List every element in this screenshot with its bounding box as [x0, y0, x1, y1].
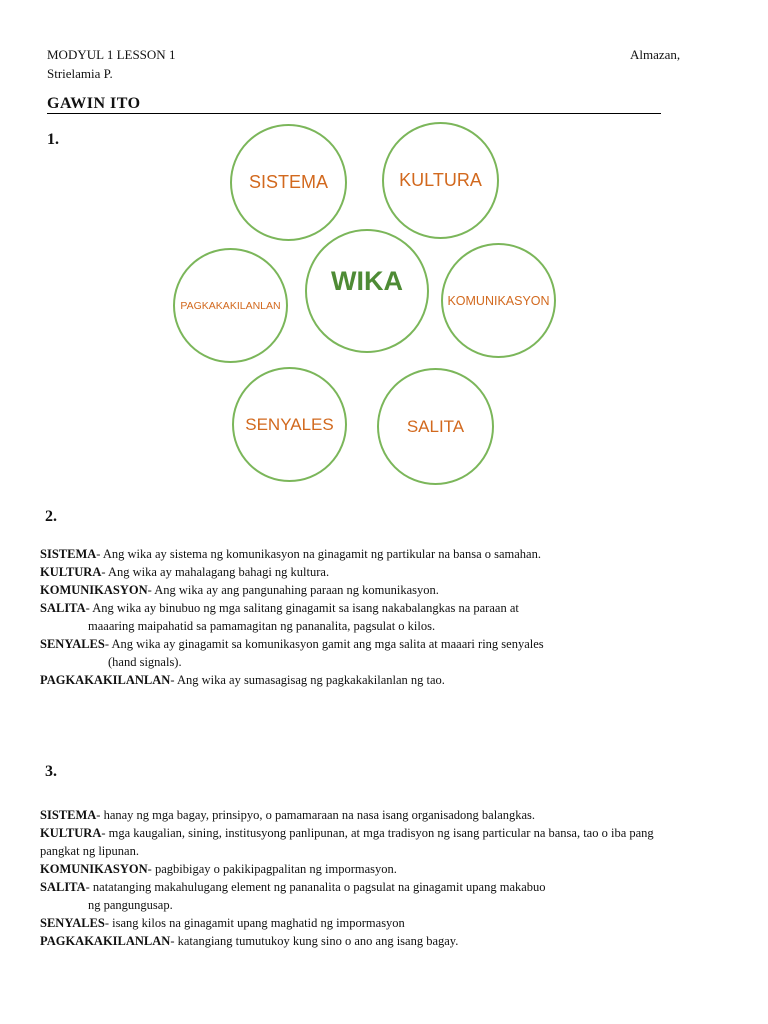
label-senyales: SENYALES — [245, 414, 334, 434]
section-3-definitions — [40, 806, 654, 950]
definition: - isang kilos na ginagamit upang maghatid ng impormasyon — [104, 916, 405, 930]
activity-title: GAWIN ITO — [47, 95, 141, 112]
author-firstname: Strielamia P. — [47, 66, 113, 81]
circle-pagkakakilanlan — [173, 248, 288, 363]
circle-komunikasyon — [441, 243, 556, 358]
label-wika: WIKA — [331, 265, 403, 296]
definition: - pagbibigay o pakikipagpalitan ng impormasyon. — [147, 862, 397, 876]
definition-row — [40, 581, 544, 599]
term: KOMUNIKASYON — [40, 583, 148, 597]
term: KOMUNIKASYON — [40, 862, 148, 876]
definition-row — [40, 914, 654, 932]
definition: - Ang wika ay binubuo ng mga salitang ginagamit sa isang nakabalangkas na paraan at — [85, 601, 519, 615]
definition-continuation: ng pangungusap. — [88, 898, 173, 912]
definition-row — [40, 599, 544, 617]
definition-continuation: (hand signals). — [108, 655, 182, 669]
definition: - Ang wika ay sistema ng komunikasyon na ginagamit ng partikular na bansa o samahan. — [96, 547, 541, 561]
item-number-2: 2. — [45, 508, 57, 525]
definition-row — [40, 860, 654, 878]
definition: - mga kaugalian, sining, institusyong panlipunan, at mga tradisyon ng isang particular na bansa, tao o iba pang — [101, 826, 654, 840]
item-number-1: 1. — [47, 131, 59, 148]
term: SENYALES — [40, 916, 105, 930]
section-2-definitions — [40, 545, 544, 689]
label-salita: SALITA — [406, 416, 465, 436]
definition-row — [40, 635, 544, 653]
term: SALITA — [40, 601, 86, 615]
module-label: MODYUL 1 LESSON 1 — [47, 47, 176, 62]
term: KULTURA — [40, 826, 102, 840]
author-surname: Almazan, — [630, 47, 681, 62]
definition: - Ang wika ay ang pangunahing paraan ng komunikasyon. — [147, 583, 439, 597]
label-sistema: SISTEMA — [248, 172, 328, 192]
circle-senyales — [232, 367, 347, 482]
circle-kultura — [382, 122, 499, 239]
definition-row — [40, 545, 544, 563]
term: SISTEMA — [40, 808, 97, 822]
term: SISTEMA — [40, 547, 97, 561]
definition: - Ang wika ay ginagamit sa komunikasyon gamit ang mga salita at maaari ring senyales — [104, 637, 544, 651]
definition-row — [40, 824, 654, 842]
definition: - Ang wika ay mahalagang bahagi ng kultura. — [101, 565, 330, 579]
item-number-3: 3. — [45, 763, 57, 780]
definition-continuation: pangkat ng lipunan. — [40, 844, 139, 858]
definition-row — [40, 878, 654, 896]
term: PAGKAKAKILANLAN — [40, 934, 171, 948]
definition-continuation: maaaring maipahatid sa pamamagitan ng pananalita, pagsulat o kilos. — [88, 619, 436, 633]
definition-row — [40, 671, 544, 689]
term: KULTURA — [40, 565, 102, 579]
definition-row — [40, 806, 654, 824]
label-kultura: KULTURA — [399, 170, 482, 190]
label-pagkakakilanlan: PAGKAKAKILANLAN — [180, 299, 281, 312]
term: SALITA — [40, 880, 86, 894]
circle-salita — [377, 368, 494, 485]
definition: - katangiang tumutukoy kung sino o ano ang isang bagay. — [170, 934, 459, 948]
circle-wika — [305, 229, 429, 353]
definition: - hanay ng mga bagay, prinsipyo, o pamamaraan na nasa isang organisadong balangkas. — [96, 808, 536, 822]
term: PAGKAKAKILANLAN — [40, 673, 171, 687]
title-underline — [47, 113, 661, 114]
label-komunikasyon: KOMUNIKASYON — [447, 293, 550, 308]
definition-row — [40, 563, 544, 581]
definition: - natatanging makahulugang element ng pananalita o pagsulat na ginagamit upang makabuo — [85, 880, 546, 894]
term: SENYALES — [40, 637, 105, 651]
definition: - Ang wika ay sumasagisag ng pagkakakilanlan ng tao. — [170, 673, 445, 687]
circle-sistema — [230, 124, 347, 241]
definition-row — [40, 932, 654, 950]
